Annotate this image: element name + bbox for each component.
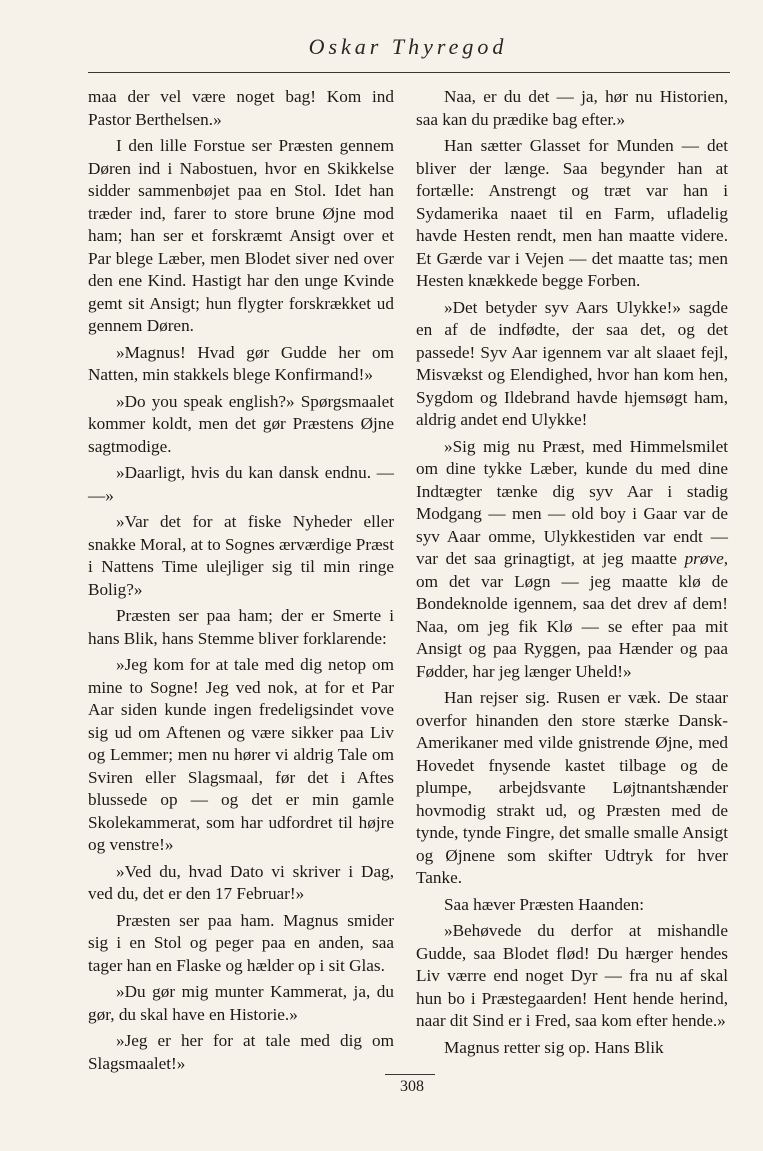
paragraph: Præsten ser paa ham; der er Smerte i hans Blik, hans Stemme bliver forklarende: [88, 606, 394, 648]
paragraph: »Ved du, hvad Dato vi skriver i Dag, ved du, det er den 17 Februar!» [88, 861, 394, 903]
paragraph: Magnus retter sig op. Hans Blik [444, 1037, 664, 1057]
emphasis: prøve [684, 549, 724, 568]
paragraph [416, 436, 728, 684]
page-number: 308 [400, 1078, 424, 1095]
paragraph: »Magnus! Hvad gør Gudde her om Natten, min stakkels blege Konfirmand!» [88, 342, 394, 384]
paragraph: »Var det for at fiske Nyheder eller snakke Moral, at to Sognes ærværdige Præst i Nattens Time ulejliger sig til min ringe Bolig?» [88, 512, 395, 599]
text-run: »Sig mig nu Præst, med Himmelsmilet om dine tykke Læber, kunde du med dine Indtægter tænke dig syv Aar i stadig Modgang — men — old boy i Gaar var de syv Aaar omme, Ulykkestiden var endt — var det saa grinagtigt, at jeg maatte [416, 436, 728, 568]
paragraph: Præsten ser paa ham. Magnus smider sig i en Stol og peger paa en anden, saa tager han en Flaske og hælder op i sit Glas. [88, 910, 394, 975]
right-column [416, 86, 728, 1063]
paragraph: maa der vel være noget bag! Kom ind Pastor Berthelsen.» [88, 87, 394, 129]
paragraph: »Det betyder syv Aars Ulykke!» sagde en af de indfødte, der saa det, og det passede! Syv Aar igennem var alt slaaet fejl, Misvækst og Elendighed, hvor han kom hen, Sygdom og Ildebrand havde hjemsøgt ham, aldrig andet end Ulykke! [416, 297, 728, 429]
paragraph: »Jeg er her for at tale med dig om Slagsmaalet!» [88, 1031, 394, 1073]
paragraph: I den lille Forstue ser Præsten gennem Døren ind i Nabostuen, hvor en Skikkelse sidder sammenbøjet paa en Stol. Idet han træder ind, farer to store brune Øjne mod ham; han ser et forskræmt Ansigt over et Par blege Læber, men Blodet siver ned over den ene Kind. Hastigt har den unge Kvinde gemt sit Ansigt; hun flygter forskrækket ud gennem Døren. [88, 136, 394, 335]
paragraph: Saa hæver Præsten Haanden: [444, 894, 644, 914]
paragraph: Naa, er du det — ja, hør nu Historien, saa kan du prædike bag efter.» [416, 87, 728, 129]
running-header: Oskar Thyregod [308, 34, 508, 59]
header-rule [88, 72, 730, 73]
paragraph: Han sætter Glasset for Munden — det bliver der længe. Saa begynder han at fortælle: Anstrengt og træt var han i Sydamerika naaet til en Farm, ufladelig havde Hesten rendt, men han maatte videre. Et Gærde var i Vejen — det maatte tas; men Hesten knækkede begge Forben. [416, 136, 728, 290]
text-run: , om det var Løgn — jeg maatte klø de Bondeknolde igennem, saa det drev af dem! Naa, om jeg fik Klø — se efter paa mit Ansigt og paa Ryggen, paa Hænder og paa Fødder, har jeg længer Uheld!» [416, 549, 728, 681]
paragraph: »Behøvede du derfor at mishandle Gudde, saa Blodet flød! Du hærger hendes Liv værre end noget Dyr — fra nu af skal hun bo i Præstegaarden! Hent hende herind, naar dit Sind er i Fred, saa kom efter hende.» [416, 921, 728, 1030]
left-column [88, 86, 394, 1079]
paragraph: »Daarligt, hvis du kan dansk endnu. — —» [88, 463, 394, 505]
paragraph: »Du gør mig munter Kammerat, ja, du gør, du skal have en Historie.» [88, 982, 394, 1024]
paragraph: »Do you speak english?» Spørgsmaalet kommer koldt, men det gør Præstens Øjne sagtmodige. [88, 391, 394, 456]
paragraph: »Jeg kom for at tale med dig netop om mine to Sogne! Jeg ved nok, at for et Par Aar siden kunde ingen fredeligsindet vove sig ud om Aftenen og være sikker paa Liv og Lemmer; men nu hører vi aldrig Tale om Sviren eller Slagsmaal, før det i Aftes blussede op — og det er min gamle Skolekammerat, som har udfordret til højre og venstre!» [88, 655, 394, 854]
paragraph: Han rejser sig. Rusen er væk. De staar overfor hinanden den store stærke Dansk-Amerikaner med vilde gnistrende Øjne, med Hovedet fnysende kastet tilbage og de plumpe, arbejdsvante Løjtnantshænder hovmodig strakt ud, og Præsten med de tynde, tynde Fingre, det smalle smalle Ansigt og Øjnene som skifter Udtryk for hver Tanke. [416, 688, 728, 887]
